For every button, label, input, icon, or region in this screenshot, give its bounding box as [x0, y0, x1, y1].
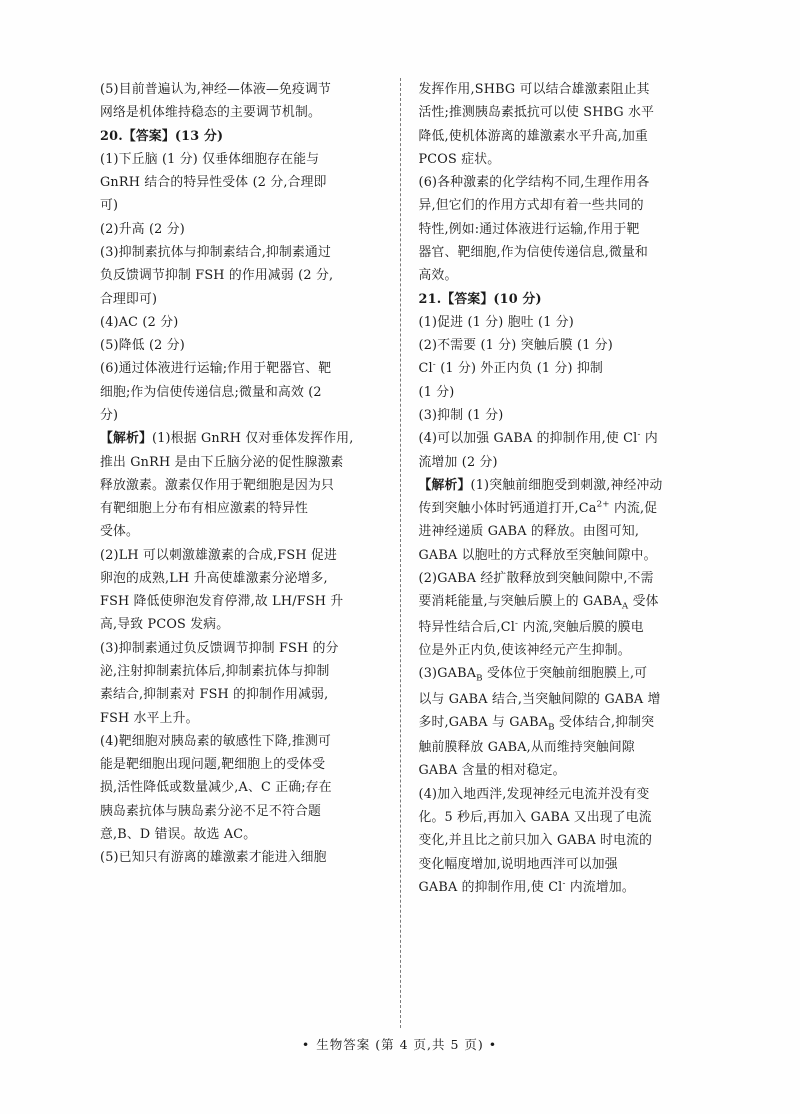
right-column — [401, 78, 701, 1028]
paragraph-line: (3)抑制 (1 分) — [418, 407, 504, 423]
left-column — [100, 78, 401, 1028]
paragraph-line: 合理即可) — [100, 291, 158, 307]
paragraph-line: 释放激素。激素仅作用于靶细胞是因为只 — [100, 477, 334, 493]
answer-heading-21: 21.【答案】(10 分) — [418, 291, 542, 307]
explanation-label: 【解析】 — [418, 477, 471, 493]
paragraph-line-gaba-b: $(3)GABA_B$ 受体位于突触前细胞膜上,可 — [418, 666, 648, 684]
paragraph-line: 位是外正内负,使该神经元产生抑制。 — [418, 642, 631, 658]
paragraph-line: (2)GABA 经扩散释放到突触间隙中,不需 — [418, 570, 654, 586]
paragraph-line: 推出 GnRH 是由下丘脑分泌的促性腺激素 — [100, 454, 344, 470]
paragraph-line: 受体。 — [100, 524, 139, 540]
paragraph-line: 分) — [100, 407, 119, 423]
paragraph-line: 素结合,抑制素对 FSH 的抑制作用减弱, — [100, 687, 329, 703]
paragraph-line: (2)升高 (2 分) — [100, 221, 185, 237]
answer-heading-20: 20.【答案】(13 分) — [100, 128, 224, 144]
paragraph-line: FSH 水平上升。 — [100, 710, 199, 726]
footer-right-dot: • — [488, 1037, 499, 1052]
paragraph-line: 器官、靶细胞,作为信使传递信息,微量和 — [418, 244, 648, 260]
paragraph-line: PCOS 症状。 — [418, 151, 501, 167]
paragraph-line: (3)抑制素通过负反馈调节抑制 FSH 的分 — [100, 640, 339, 656]
paragraph-line: 高效。 — [418, 268, 458, 284]
paragraph-line: (1)促进 (1 分) 胞吐 (1 分) — [418, 314, 575, 330]
paragraph-line: 细胞;作为信使传递信息;微量和高效 (2 — [100, 384, 322, 400]
paragraph-line: 特性,例如:通过体液进行运输,作用于靶 — [418, 221, 640, 237]
paragraph-line: 降低,使机体游离的雄激素水平升高,加重 — [418, 128, 648, 144]
paragraph-line: (1 分) — [418, 384, 455, 400]
paragraph-line: 能是靶细胞出现问题,靶细胞上的受体受 — [100, 757, 326, 773]
paragraph-line-chloride: Cl- (1 分) 外正内负 (1 分) 抑制 — [418, 360, 603, 377]
paragraph-line: (1)下丘脑 (1 分) 仅垂体细胞存在能与 — [100, 151, 320, 167]
paragraph-line: 泌,注射抑制素抗体后,抑制素抗体与抑制 — [100, 664, 330, 680]
paragraph-line: 损,活性降低或数量减少,A、C 正确;存在 — [100, 780, 332, 796]
paragraph-line: 发挥作用,SHBG 可以结合雄激素阻止其 — [418, 82, 650, 97]
footer-left-dot: • — [301, 1037, 312, 1052]
paragraph-line: 高,导致 PCOS 发病。 — [100, 617, 230, 633]
paragraph-line: 意,B、D 错误。故选 AC。 — [100, 827, 257, 842]
paragraph-line: 变化,并且比之前只加入 GABA 时电流的 — [418, 833, 653, 849]
paragraph-line: 异,但它们的作用方式却有着一些共同的 — [418, 198, 644, 214]
paragraph-line: (5)降低 (2 分) — [100, 338, 185, 354]
page-footer — [0, 1035, 800, 1053]
paragraph-line: (2)LH 可以刺激雄激素的合成,FSH 促进 — [100, 547, 337, 563]
paragraph-line-gaba-b: 多时,GABA 与 $GABA_B$ 受体结合,抑制突 — [418, 714, 655, 733]
paragraph-line: 卵泡的成熟,LH 升高使雄激素分泌增多, — [100, 570, 328, 586]
paragraph-line: GABA 含量的相对稳定。 — [418, 763, 566, 779]
paragraph-line: FSH 降低使卵泡发育停滞,故 LH/FSH 升 — [100, 594, 344, 610]
paragraph-line: 负反馈调节抑制 FSH 的作用减弱 (2 分, — [100, 268, 334, 284]
paragraph-line: (5)已知只有游离的雄激素才能进入细胞 — [100, 850, 327, 866]
paragraph-line-calcium: 传到突触小体时钙通道打开$,Ca^{2+}$ 内流,促 — [418, 499, 658, 517]
paragraph-line: (3)抑制素抗体与抑制素结合,抑制素通过 — [100, 244, 331, 260]
paragraph-line: GABA 以胞吐的方式释放至突触间隙中。 — [418, 547, 657, 563]
paragraph-line: (4)靶细胞对胰岛素的敏感性下降,推测可 — [100, 733, 331, 749]
paragraph-line: GnRH 结合的特异性受体 (2 分,合理即 — [100, 175, 327, 191]
paragraph-line: (5)目前普遍认为,神经—体液—免疫调节 — [100, 82, 331, 97]
paragraph-line: 以与 GABA 结合,当突触间隙的 GABA 增 — [418, 691, 661, 707]
two-column-body — [100, 78, 700, 1028]
explanation-heading-20 — [100, 427, 382, 450]
paragraph-line: 化。5 秒后,再加入 GABA 又出现了电流 — [418, 810, 652, 825]
paragraph-line: 有靶细胞上分布有相应激素的特异性 — [100, 501, 308, 517]
paragraph-line: 胰岛素抗体与胰岛素分泌不足不符合题 — [100, 803, 321, 819]
explanation-text: (1)根据 GnRH 仅对垂体发挥作用, — [152, 431, 354, 447]
explanation-label: 【解析】 — [100, 431, 152, 447]
paragraph-line: (6)各种激素的化学结构不同,生理作用各 — [418, 175, 650, 191]
paragraph-line: 进神经递质 GABA 的释放。由图可知, — [418, 524, 640, 540]
paragraph-line: 网络是机体维持稳态的主要调节机制。 — [100, 105, 321, 121]
paragraph-line: 流增加 (2 分) — [418, 454, 498, 470]
paragraph-line: 变化幅度增加,说明地西泮可以加强 — [418, 856, 618, 872]
paragraph-line-chloride: 特异性结合后,Cl- 内流,突触后膜的膜电 — [418, 618, 644, 635]
paragraph-line: 触前膜释放 GABA,从而维持突触间隙 — [418, 740, 635, 756]
explanation-text: (1)突触前细胞受到刺激,神经冲动 — [470, 477, 663, 493]
paragraph-line-chloride: GABA 的抑制作用,使 Cl- 内流增加。 — [418, 878, 635, 895]
paragraph-line: (4)AC (2 分) — [100, 314, 179, 330]
paragraph-line-chloride: (4)可以加强 GABA 的抑制作用,使 Cl- 内 — [418, 429, 658, 447]
paragraph-line: (6)通过体液进行运输;作用于靶器官、靶 — [100, 361, 332, 377]
paragraph-line: (2)不需要 (1 分) 突触后膜 (1 分) — [418, 338, 613, 354]
paragraph-line: 可) — [100, 198, 119, 214]
paragraph-line: 活性;推测胰岛素抵抗可以使 SHBG 水平 — [418, 105, 655, 121]
paragraph-line-gaba-a: 要消耗能量,与突触后膜上的 $GABA_A$ 受体 — [418, 594, 659, 612]
footer-label: 生物答案 (第 4 页,共 5 页) — [316, 1037, 484, 1052]
explanation-heading-21 — [419, 474, 701, 497]
paragraph-line: (4)加入地西泮,发现神经元电流并没有变 — [418, 786, 650, 802]
